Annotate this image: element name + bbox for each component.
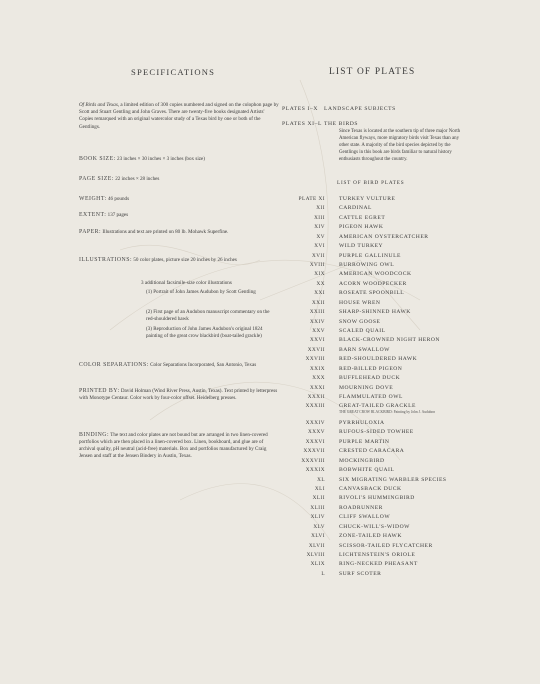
plate-number: XLIII [310,504,325,511]
plate-number: XXXVI [305,438,325,445]
plate-number: XXV [312,328,325,335]
bird-plates-list-title: LIST OF BIRD PLATES [337,180,405,186]
spec-label: WEIGHT: [79,196,107,202]
plate-bird-name: BURROWING OWL [339,262,395,268]
plate-number: XLIV [310,514,325,521]
plate-bird-name: GREAT-TAILED GRACKLE [339,403,416,410]
plate-number: XXXI [310,384,325,391]
plate-number: XXXVII [303,448,325,455]
plate-number: XV [316,233,325,240]
plate-bird-name: CANVASBACK DUCK [339,485,402,492]
illustration-item: (1) Portrait of John James Audubon by Scott Gentling [146,289,256,295]
spec-value: Illustrations and text are printed on 80 lb. Mohawk Superfine. [102,229,229,235]
plates-section-label: LANDSCAPE SUBJECTS [324,106,396,112]
plate-number: XXXIV [305,419,325,426]
plate-bird-name: BOBWHITE QUAIL [339,467,395,474]
plate-number: XXXIX [305,467,325,474]
spec-value: Color Separations Incorporated, San Antonio, Texas [150,362,257,368]
spec-label: ILLUSTRATIONS: [79,257,133,263]
plate-bird-name: SIX MIGRATING WARBLER SPECIES [339,476,447,483]
plate-bird-name: RING-NECKED PHEASANT [339,561,418,568]
plate-number: XXX [312,375,325,382]
plate-number: XLII [312,495,325,502]
plate-bird-name: FLAMMULATED OWL [339,394,403,401]
plates-birds-row [282,121,358,127]
plate-number: XXI [314,290,325,297]
plate-number: PLATE XI [298,196,325,202]
spec-value: 46 pounds [107,196,130,202]
plate-bird-name: BUFFLEHEAD DUCK [339,375,401,382]
plate-number: XXIV [310,318,325,325]
spec-value: 137 pages [107,212,129,218]
plate-bird-name: RED-BILLED PIGEON [339,365,403,372]
plate-number: XXIII [309,309,325,316]
plate-number: XXII [312,299,325,306]
plate-number: XXXV [308,429,325,436]
plate-bird-name: PURPLE MARTIN [339,438,390,445]
plate-number: L [321,570,325,577]
plate-number: XXXVIII [301,457,325,464]
spec-value: 22 inches × 28 inches [115,176,160,182]
plate-bird-name: PYRRHULOXIA [339,419,385,426]
spec-extent [79,212,279,219]
illustration-item: (2) First page of an Audubon manuscript commentary on the red-shouldered hawk [146,309,270,322]
plate-bird-name: SURF SCOTER [339,570,382,577]
plate-bird-name: SCALED QUAIL [339,328,386,335]
plate-bird-name: HOUSE WREN [339,299,381,306]
spec-label: COLOR SEPARATIONS: [79,362,149,368]
plate-number: XLVI [311,533,325,540]
plate-bird-name: CARDINAL [339,205,372,212]
plate-bird-name: CHUCK-WILL'S-WIDOW [339,523,410,530]
plate-number: XIV [314,224,325,231]
illustrations-additional: 3 additional facsimile-size color illustrations [141,280,232,286]
spec-label: PAGE SIZE: [79,176,114,182]
plate-bird-name: SCISSOR-TAILED FLYCATCHER [339,542,433,549]
intro-paragraph [79,102,279,131]
plate-number: XLVIII [306,551,325,558]
spec-label: PAPER: [79,229,102,235]
spec-label: BINDING: [79,432,110,438]
spec-label: BOOK SIZE: [79,156,116,162]
spec-label: EXTENT: [79,212,107,218]
plate-number: XXVIII [305,356,325,363]
plate-bird-name: BARN SWALLOW [339,346,390,353]
plate-bird-name: TURKEY VULTURE [339,196,396,202]
spec-binding [79,432,279,460]
plate-number: XXVII [307,346,325,353]
spec-value: David Holman (Wind River Press, Austin, Texas). Text printed by letterpress with Monotype Centaur. Color work by four-color offset. Heidelberg presses. [79,388,278,401]
spec-value: The text and color plates are not bound but are arranged in two linen-covered portfolios which are then placed in a linen-covered box. Linen, bookboard, and glue are of archival quality, pH neutral (acid-free) materials. Box and portfolios manufactured by Craig Jensen and staff at the Jensen Bindery in Austin, Texas. [79,432,268,459]
plate-bird-name: MOCKINGBIRD [339,457,385,464]
plate-number: XXIX [310,365,325,372]
spec-color-separations [79,362,269,369]
plates-landscape-row [282,106,396,112]
spec-value: 50 color plates, picture size 20 inches by 26 inches [133,257,237,263]
plate-bird-name: ACORN WOODPECKER [339,280,407,287]
plate-number: XXXIII [305,403,325,410]
plate-number: XII [316,205,325,212]
plate-bird-name: SNOW GOOSE [339,318,381,325]
plate-bird-name: MOURNING DOVE [339,384,394,391]
plate-bird-name: CRESTED CARACARA [339,448,405,455]
illustration-item: (3) Reproduction of John James Audubon's original 1824 painting of the great crow blackbird (boat-tailed grackle) [146,326,263,339]
plate-number: XLVII [308,542,325,549]
plate-number: XL [317,476,325,483]
plate-number: XLIX [310,561,325,568]
spec-illustrations [79,257,279,264]
plate-number: XIX [314,271,325,278]
plate-bird-name: RUFOUS-SIDED TOWHEE [339,429,414,436]
plate-bird-name: AMERICAN WOODCOCK [339,271,412,278]
plate-number: XX [316,280,325,287]
plate-bird-name: CATTLE EGRET [339,214,386,221]
plates-range: PLATES I–X [282,106,318,112]
plate-number: XVIII [309,262,325,268]
spec-printed-by [79,388,279,402]
plate-number: XXXII [307,394,325,401]
list-of-plates-heading: LIST OF PLATES [329,67,416,77]
spec-page-size [79,176,279,183]
plate-bird-name: ROSEATE SPOONBILL [339,290,405,297]
specifications-heading: SPECIFICATIONS [131,67,216,77]
plate-number: XXVI [310,337,325,344]
spec-weight [79,196,279,203]
plates-section-label: THE BIRDS [324,121,359,127]
spec-label: PRINTED BY: [79,388,120,394]
plate-bird-name: PURPLE GALLINULE [339,252,401,259]
plate-bird-name: WILD TURKEY [339,243,384,250]
plate-bird-name: SHARP-SHINNED HAWK [339,309,411,316]
plate-number: XVII [312,252,325,259]
intro-title: Of Birds and Texas [79,102,118,108]
plate-bird-name: ZONE-TAILED HAWK [339,533,402,540]
birds-description: Since Texas is located at the southern tip of three major North American flyways, more migratory birds visit Texas than any other state. A majority of the bird species depicted by the Gentlings in this book are birds familiar to natural history enthusiasts throughout the country. [339,129,461,162]
plate-bird-name: BLACK-CROWNED NIGHT HERON [339,337,440,344]
plate-number: XVI [314,243,325,250]
plate-number: XIII [314,214,325,221]
spec-book-size [79,156,279,163]
plate-bird-name: RED-SHOULDERED HAWK [339,356,418,363]
spec-value: 23 inches × 30 inches × 3 inches (box size) [117,156,205,162]
plate-bird-name: CLIFF SWALLOW [339,514,391,521]
plate-bird-name: PIGEON HAWK [339,224,384,231]
intro-text: , a limited edition of 300 copies numbered and signed on the colophon page by Scott and Stuart Gentling and John Graves. There are twenty-five books designated Artists' Copies remarqued with an original watercolor study of a Texas bird by one or both of the Gentlings. [79,102,279,130]
plate-note: THE GREAT CROW BLACKBIRD: Painting by John J. Audubon [339,410,436,415]
plate-bird-name: RIVOLI'S HUMMINGBIRD [339,495,415,502]
spec-paper [79,229,269,236]
plate-bird-name: AMERICAN OYSTERCATCHER [339,233,429,240]
plate-bird-name: LICHTENSTEIN'S ORIOLE [339,551,416,558]
plates-range: PLATES XI–L [282,121,323,127]
plate-number: XLV [313,523,325,530]
plate-bird-name: ROADRUNNER [339,504,383,511]
plate-number: XLI [314,485,325,492]
